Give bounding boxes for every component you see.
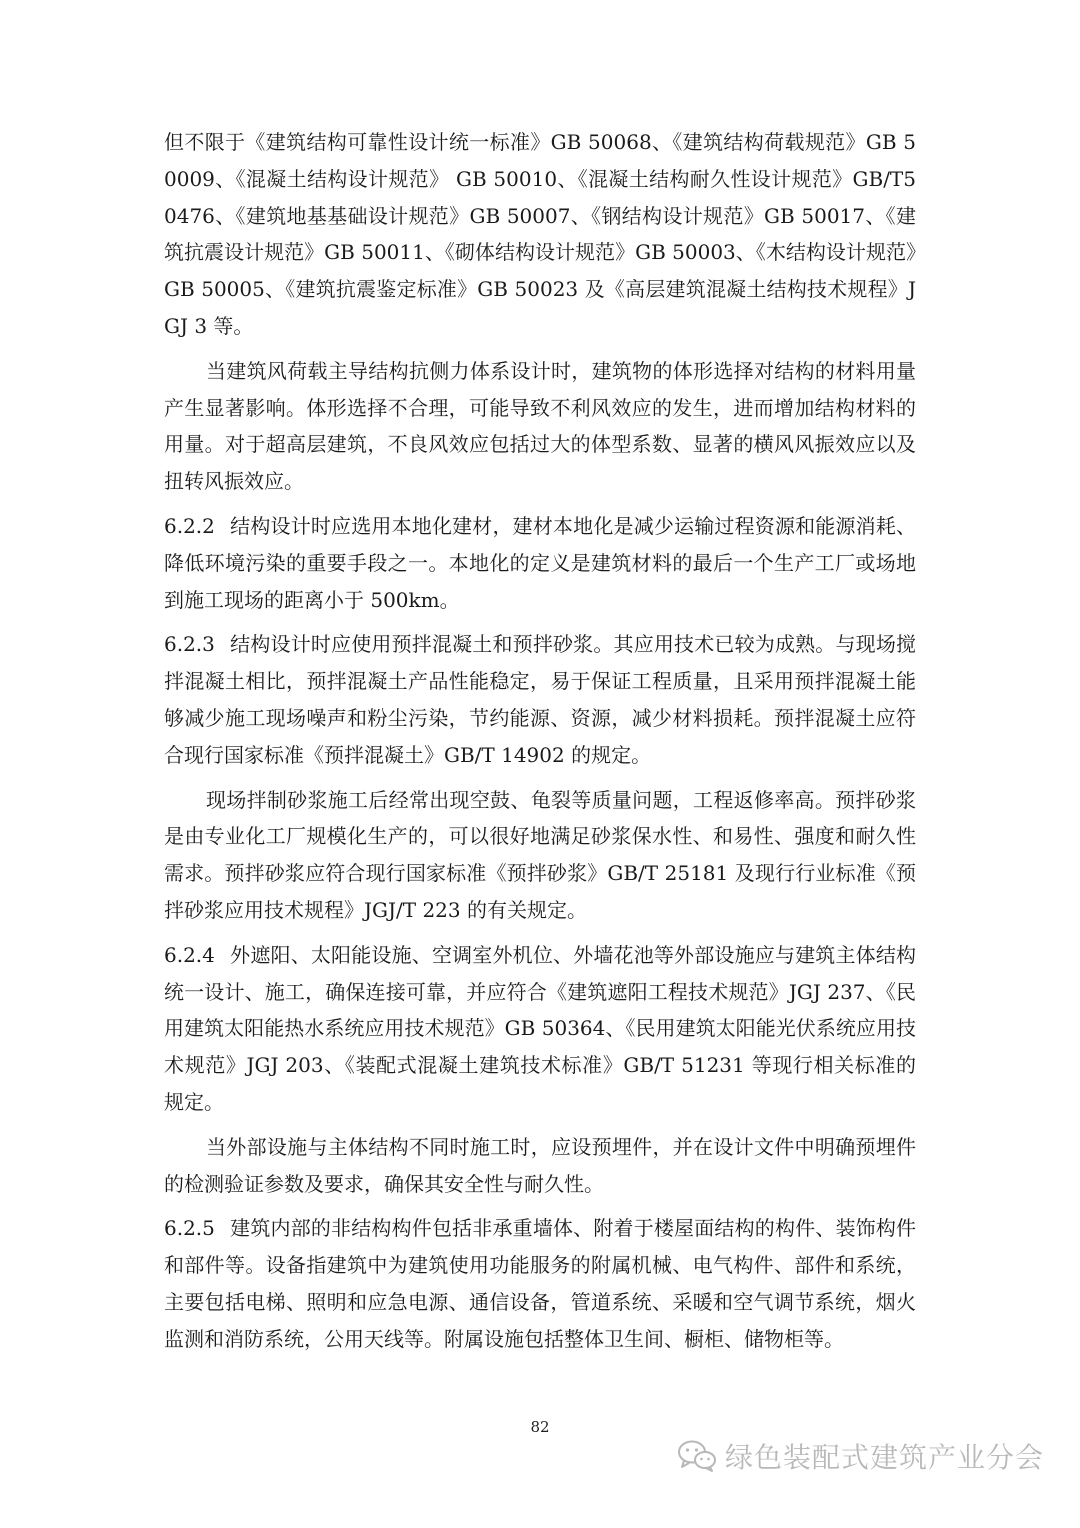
wechat-icon xyxy=(677,1439,717,1473)
paragraph-mortar xyxy=(164,782,916,929)
document-body xyxy=(164,124,916,1366)
watermark xyxy=(677,1436,1044,1476)
clause-number: 6.2.4 xyxy=(164,942,215,967)
clause-6-2-4 xyxy=(164,937,916,1121)
clause-6-2-5 xyxy=(164,1210,916,1357)
paragraph-text: 但不限于《建筑结构可靠性设计统一标准》GB 50068、《建筑结构荷载规范》GB 50009、《混凝土结构设计规范》 GB 50010、《混凝土结构耐久性设计规范》GB/T50476、《建筑地基基础设计规范》GB 50007、《钢结构设计规范》GB 50017、《建筑抗震设计规范》GB 50011、《砌体结构设计规范》GB 50003、《木结构设计规范》GB 50005、《建筑抗震鉴定标准》GB 50023 及《高层建筑混凝土结构技术规程》JGJ 3 等。 xyxy=(164,130,916,338)
paragraph-text: 当外部设施与主体结构不同时施工时，应设预埋件，并在设计文件中明确预埋件的检测验证参数及要求，确保其安全性与耐久性。 xyxy=(164,1134,916,1196)
paragraph-text: 现场拌制砂浆施工后经常出现空鼓、龟裂等质量问题，工程返修率高。预拌砂浆是由专业化工厂规模化生产的，可以很好地满足砂浆保水性、和易性、强度和耐久性需求。预拌砂浆应符合现行国家标准《预拌砂浆》GB/T 25181 及现行行业标准《预拌砂浆应用技术规程》JGJ/T 223 的有关规定。 xyxy=(164,787,916,922)
page-number: 82 xyxy=(530,1418,550,1436)
clause-6-2-3 xyxy=(164,626,916,773)
paragraph-text: 当建筑风荷载主导结构抗侧力体系设计时，建筑物的体形选择对结构的材料用量产生显著影响。体形选择不合理，可能导致不利风效应的发生，进而增加结构材料的用量。对于超高层建筑，不良风效应包括过大的体型系数、显著的横风风振效应以及扭转风振效应。 xyxy=(164,358,916,494)
paragraph-text: 结构设计时应选用本地化建材，建材本地化是减少运输过程资源和能源消耗、降低环境污染的重要手段之一。本地化的定义是建筑材料的最后一个生产工厂或场地到施工现场的距离小于 500km。 xyxy=(164,513,916,612)
paragraph-text: 外遮阳、太阳能设施、空调室外机位、外墙花池等外部设施应与建筑主体结构统一设计、施工，确保连接可靠，并应符合《建筑遮阳工程技术规范》JGJ 237、《民用建筑太阳能热水系统应用技术规范》GB 50364、《民用建筑太阳能光伏系统应用技术规范》JGJ 203、《装配式混凝土建筑技术标准》GB/T 51231 等现行相关标准的规定。 xyxy=(164,942,916,1114)
paragraph-embedded-parts xyxy=(164,1129,916,1203)
paragraph-text: 建筑内部的非结构构件包括非承重墙体、附着于楼屋面结构的构件、装饰构件和部件等。设备指建筑中为建筑使用功能服务的附属机械、电气构件、部件和系统，主要包括电梯、照明和应急电源、通信设备，管道系统、采暖和空气调节系统，烟火监测和消防系统，公用天线等。附属设施包括整体卫生间、橱柜、储物柜等。 xyxy=(164,1216,916,1351)
clause-number: 6.2.2 xyxy=(164,513,215,538)
clause-number: 6.2.3 xyxy=(164,632,215,657)
paragraph-text: 结构设计时应使用预拌混凝土和预拌砂浆。其应用技术已较为成熟。与现场搅拌混凝土相比，预拌混凝土产品性能稳定，易于保证工程质量，且采用预拌混凝土能够减少施工现场噪声和粉尘污染，节约能源、资源，减少材料损耗。预拌混凝土应符合现行国家标准《预拌混凝土》GB/T 14902 的规定。 xyxy=(164,632,916,767)
watermark-text: 绿色装配式建筑产业分会 xyxy=(724,1441,1044,1474)
paragraph-standards-list xyxy=(164,124,916,345)
clause-number: 6.2.5 xyxy=(164,1216,215,1241)
clause-6-2-2 xyxy=(164,508,916,618)
paragraph-wind-load xyxy=(164,353,916,500)
